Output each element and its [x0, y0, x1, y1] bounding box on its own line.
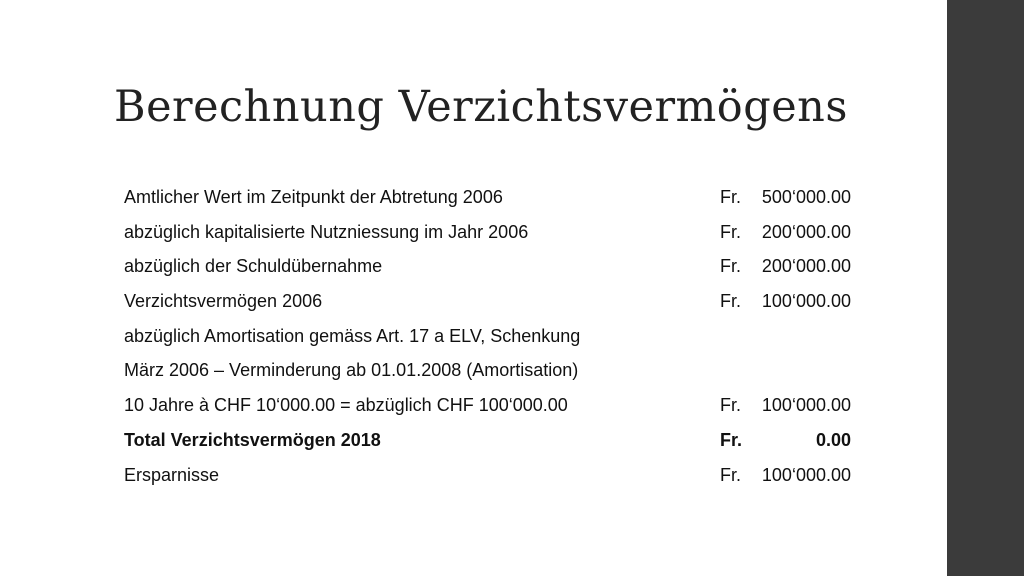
row-waiver-assets-2006 — [124, 284, 854, 319]
row-savings — [124, 458, 854, 493]
row-label: 10 Jahre à CHF 10‘000.00 = abzüglich CHF 100‘000.00 — [124, 395, 568, 416]
row-amount — [720, 215, 851, 250]
row-currency: Fr. — [720, 291, 741, 312]
row-currency: Fr. — [720, 395, 741, 416]
row-value: 100‘000.00 — [761, 464, 851, 485]
row-amount — [720, 249, 851, 284]
row-amortisation-amount — [124, 388, 854, 423]
side-accent-bar — [947, 0, 1024, 576]
row-debt-assumption — [124, 249, 854, 284]
row-value: 200‘000.00 — [761, 221, 851, 242]
row-official-value — [124, 180, 854, 215]
row-label: März 2006 – Verminderung ab 01.01.2008 (Amortisation) — [124, 360, 579, 381]
row-label: Verzichtsvermögen 2006 — [124, 291, 323, 312]
row-amount — [720, 458, 851, 493]
row-amount — [720, 180, 851, 215]
row-amount — [720, 388, 851, 423]
row-value: 100‘000.00 — [761, 395, 851, 416]
row-usufruct — [124, 215, 854, 250]
row-amount — [720, 284, 851, 319]
row-amount — [720, 423, 851, 458]
row-currency: Fr. — [720, 429, 743, 450]
row-label: Total Verzichtsvermögen 2018 — [124, 429, 381, 450]
row-label: abzüglich Amortisation gemäss Art. 17 a ELV, Schenkung — [124, 325, 581, 346]
row-amortisation-date — [124, 353, 854, 388]
row-currency: Fr. — [720, 187, 741, 207]
row-value: 100‘000.00 — [761, 291, 851, 312]
row-value: 200‘000.00 — [761, 256, 851, 277]
row-currency: Fr. — [720, 221, 741, 242]
row-currency: Fr. — [720, 464, 741, 485]
row-currency: Fr. — [720, 256, 741, 277]
row-value: 500‘000.00 — [761, 187, 851, 207]
calculation-table — [124, 180, 854, 492]
row-total — [124, 423, 854, 458]
row-value: 0.00 — [815, 429, 851, 450]
row-label: Amtlicher Wert im Zeitpunkt der Abtretung 2006 — [124, 187, 503, 207]
slide-title: Berechnung Verzichtsvermögens — [114, 82, 848, 132]
row-label: abzüglich kapitalisierte Nutzniessung im Jahr 2006 — [124, 221, 529, 242]
row-label: Ersparnisse — [124, 464, 220, 485]
row-label: abzüglich der Schuldübernahme — [124, 256, 383, 277]
row-amortisation-note — [124, 319, 854, 354]
